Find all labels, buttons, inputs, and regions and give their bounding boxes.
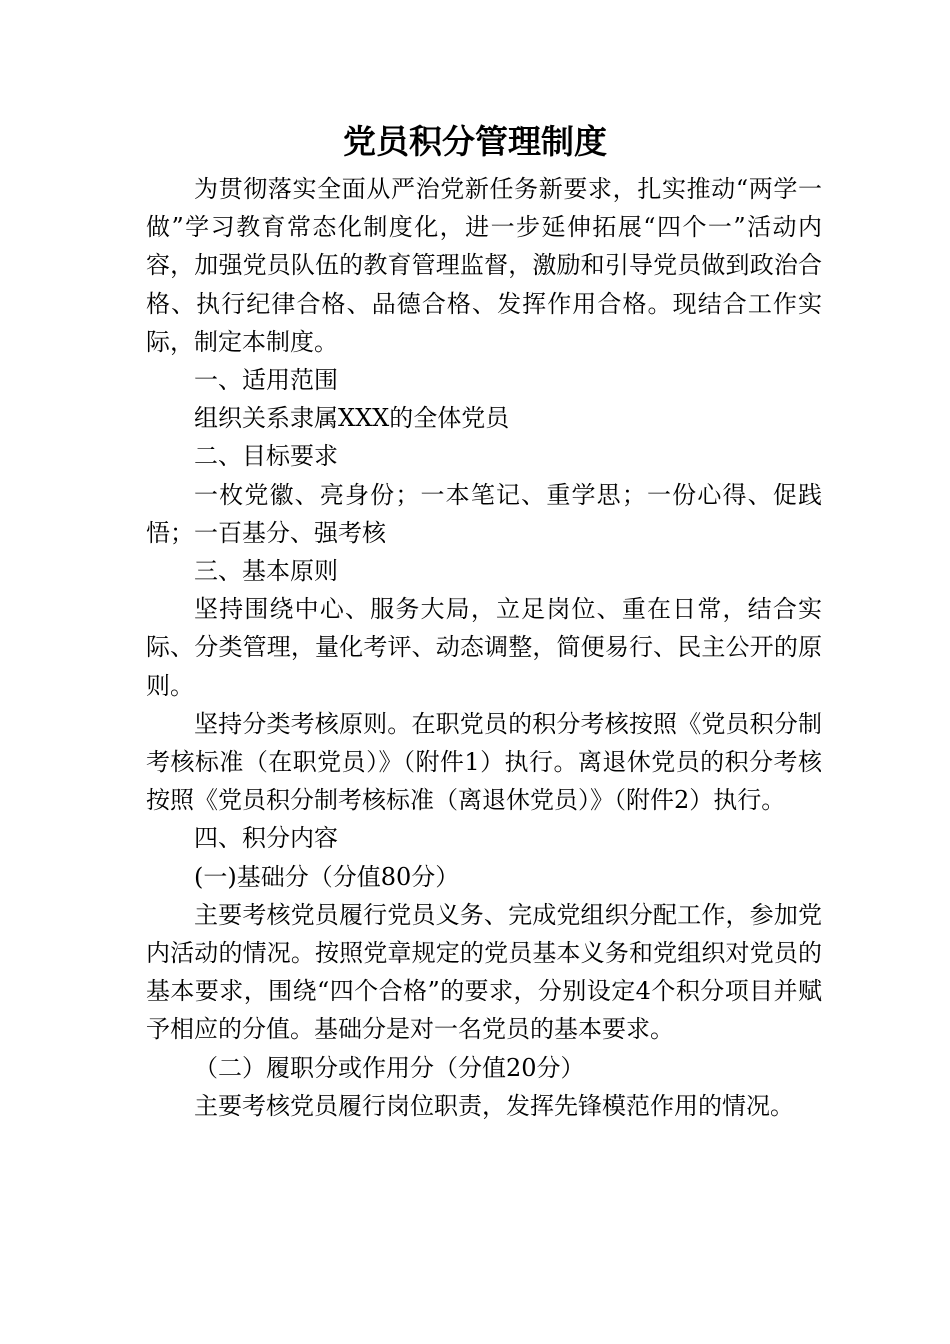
- subheading-base-points: (一)基础分（分值80分）: [194, 862, 460, 891]
- paragraph-base-points: 主要考核党员履行党员义务、完成党组织分配工作，参加党内活动的情况。按照党章规定的党员基本义务和党组织对党员的基本要求，围绕“四个合格”的要求，分别设定4个积分项目并赋予相应的分值。基础分是对一名党员的基本要求。: [146, 900, 822, 1044]
- heading-principles: 三、基本原则: [194, 557, 338, 586]
- heading-scope: 一、适用范围: [194, 366, 338, 395]
- heading-points-content: 四、积分内容: [194, 824, 338, 853]
- paragraph-principles-2: 坚持分类考核原则。在职党员的积分考核按照《党员积分制考核标准（在职党员）》（附件1）执行。离退休党员的积分考核按照《党员积分制考核标准（离退休党员）》（附件2）执行。: [146, 709, 822, 815]
- paragraph-goals: 一枚党徽、亮身份；一本笔记、重学思；一份心得、促践悟；一百基分、强考核: [146, 480, 822, 547]
- document-body: [146, 170, 822, 1125]
- paragraph-scope: 组织关系隶属XXX的全体党员: [194, 404, 510, 433]
- heading-goals: 二、目标要求: [194, 442, 338, 471]
- subheading-duty-points: （二）履职分或作用分（分值20分）: [194, 1053, 585, 1082]
- document-title: 党员积分管理制度: [343, 122, 607, 161]
- paragraph-principles-1: 坚持围绕中心、服务大局，立足岗位、重在日常，结合实际、分类管理，量化考评、动态调整，简便易行、民主公开的原则。: [146, 595, 822, 700]
- paragraph-duty-points: 主要考核党员履行岗位职责，发挥先锋模范作用的情况。: [194, 1091, 794, 1120]
- paragraph-intro: 为贯彻落实全面从严治党新任务新要求，扎实推动“两学一做”学习教育常态化制度化，进一步延伸拓展“四个一”活动内容，加强党员队伍的教育管理监督，激励和引导党员做到政治合格、执行纪律合格、品德合格、发挥作用合格。现结合工作实际，制定本制度。: [146, 175, 822, 356]
